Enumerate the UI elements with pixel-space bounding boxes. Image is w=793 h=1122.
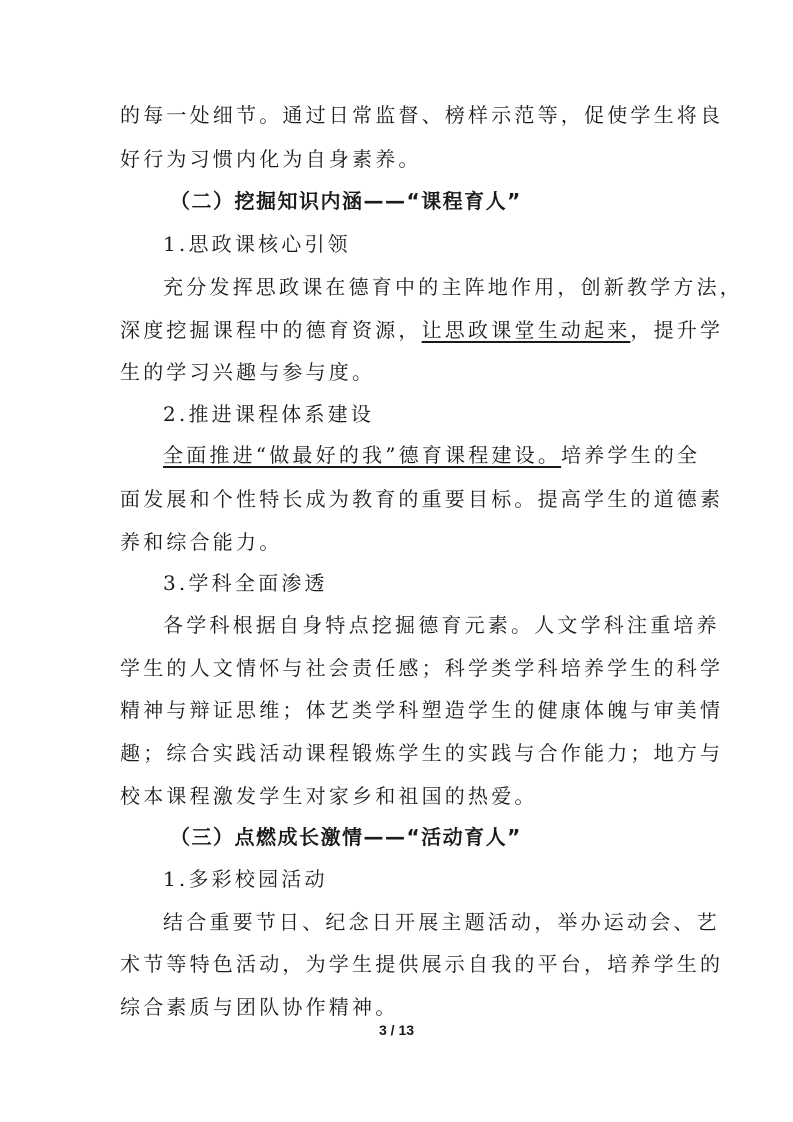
paragraph-line: 结合重要节日、纪念日开展主题活动，举办运动会、艺 [163, 910, 720, 934]
subsection-heading: 3.学科全面渗透 [163, 571, 328, 595]
paragraph-line: 好行为习惯内化为自身素养。 [120, 147, 422, 171]
paragraph-line [120, 318, 723, 342]
paragraph-line: 各学科根据自身特点挖掘德育元素。人文学科注重培养 [163, 613, 720, 637]
paragraph-line: 的每一处细节。通过日常监督、榜样示范等，促使学生将良 [120, 103, 724, 127]
text-span: 深度挖掘课程中的德育资源， [120, 318, 422, 342]
text-span: ，提升学 [630, 318, 724, 342]
underlined-text: 全面推进“做最好的我”德育课程建设。 [163, 443, 562, 467]
paragraph-line: 学生的人文情怀与社会责任感；科学类学科培养学生的科学 [120, 656, 724, 680]
paragraph-line: 校本课程激发学生对家乡和祖国的热爱。 [120, 784, 538, 808]
paragraph-line: 养和综合能力。 [120, 530, 283, 554]
paragraph-line: 术节等特色活动，为学生提供展示自我的平台，培养学生的 [120, 952, 724, 976]
page-number: 3 / 13 [378, 1022, 415, 1038]
paragraph-line: 精神与辩证思维；体艺类学科塑造学生的健康体魄与审美情 [120, 698, 724, 722]
paragraph-line: 综合素质与团队协作精神。 [120, 995, 399, 1019]
subsection-heading: 2.推进课程体系建设 [163, 402, 375, 426]
text-span: 培养学生的全 [561, 443, 701, 467]
section-heading: （三）点燃成长激情——“活动育人” [170, 825, 522, 849]
paragraph-line: 面发展和个性特长成为教育的重要目标。提高学生的道德素 [120, 487, 724, 511]
subsection-heading: 1.多彩校园活动 [163, 867, 328, 891]
section-heading: （二）挖掘知识内涵——“课程育人” [170, 189, 522, 213]
paragraph-line: 充分发挥思政课在德育中的主阵地作用，创新教学方法， [163, 275, 743, 299]
paragraph-line: 趣；综合实践活动课程锻炼学生的实践与合作能力；地方与 [120, 741, 724, 765]
paragraph-line [163, 443, 700, 467]
subsection-heading: 1.思政课核心引领 [163, 232, 351, 256]
underlined-text: 让思政课堂生动起来 [421, 318, 631, 342]
paragraph-line: 生的学习兴趣与参与度。 [120, 360, 376, 384]
